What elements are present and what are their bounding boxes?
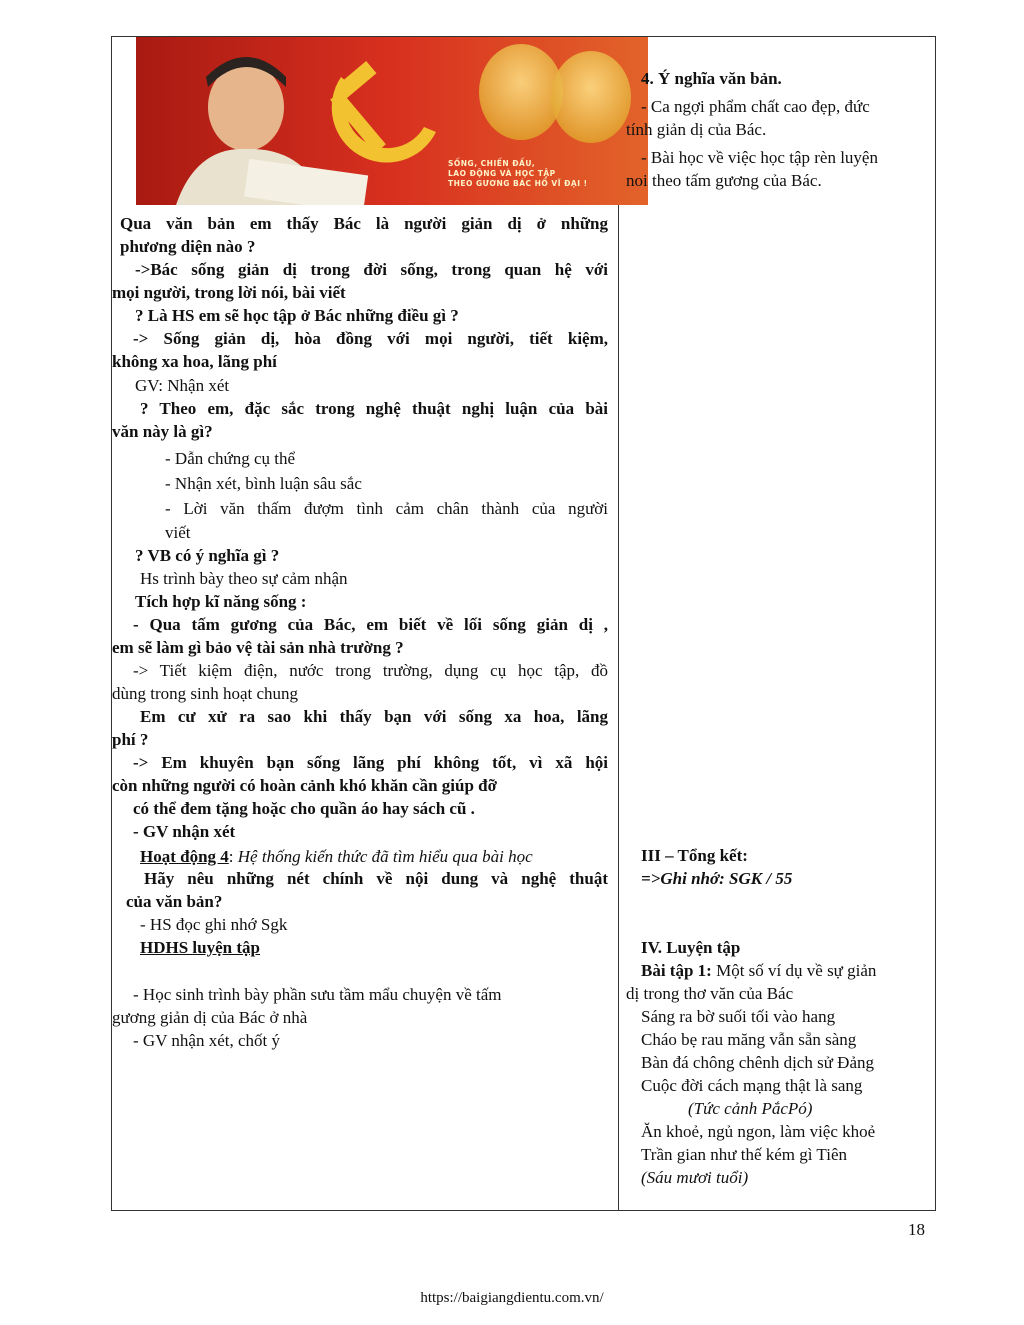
skill-answer-line1: -> Tiết kiệm điện, nước trong trường, dụng cụ học tập, đồ (133, 661, 608, 680)
poem-line3: Bàn đá chông chênh dịch sử Đảng (641, 1053, 874, 1072)
question-5-line2: phí ? (112, 730, 149, 749)
page-number: 18 (908, 1220, 925, 1239)
gv-comment-1: GV: Nhận xét (135, 376, 230, 395)
question-6-line1: Hãy nêu những nét chính về nội dung và nghệ thuật (144, 869, 608, 888)
section-4-point2-line1: - Bài học về việc học tập rèn luyện (641, 148, 878, 167)
poem-line1: Sáng ra bờ suối tối vào hang (641, 1007, 836, 1026)
answer-1-line1: ->Bác sống giản dị trong đời sống, trong quan hệ với (135, 260, 608, 279)
answer-1-line2: mọi người, trong lời nói, bài viết (112, 283, 346, 302)
footer-url[interactable]: https://baigiangdientu.com.vn/ (420, 1290, 604, 1306)
question-4: ? VB có ý nghĩa gì ? (135, 546, 280, 565)
question-1-line2: phương diện nào ? (120, 237, 256, 256)
art-point-3-line1: - Lời văn thấm đượm tình cảm chân thành của người (165, 499, 608, 518)
question-1-line1: Qua văn bản em thấy Bác là người giản dị ở những (120, 214, 608, 233)
skill-title: Tích hợp kĩ năng sống : (135, 592, 307, 611)
skill-question-line2: em sẽ làm gì bảo vệ tài sản nhà trường ? (112, 638, 404, 657)
exercise-1-line2: dị trong thơ văn của Bác (626, 984, 794, 1003)
poem-line6: Trần gian như thế kém gì Tiên (641, 1145, 847, 1164)
art-point-3-line2: viết (165, 523, 191, 542)
answer-5-line3: có thể đem tặng hoặc cho quần áo hay sách cũ . (133, 799, 475, 818)
answer-4: Hs trình bày theo sự cảm nhận (140, 569, 348, 588)
exercise-1-label: Bài tập 1: (641, 961, 712, 980)
activity-4 (140, 845, 533, 868)
banner-image (136, 37, 648, 205)
banner-caption-line1: SỐNG, CHIẾN ĐẤU, (448, 159, 536, 168)
summary-note: =>Ghi nhớ: SGK / 55 (641, 869, 793, 888)
banner-caption-line2: LAO ĐỘNG VÀ HỌC TẬP (448, 169, 556, 178)
question-5-line1: Em cư xử ra sao khi thấy bạn với sống xa hoa, lãng (140, 707, 608, 726)
activity-4-label: Hoạt động 4 (140, 847, 229, 866)
skill-answer-line2: dùng trong sinh hoạt chung (112, 684, 299, 703)
exercise-1-text: Một số ví dụ về sự giản (711, 961, 877, 980)
answer-2-line1: -> Sống giản dị, hòa đồng với mọi người, tiết kiệm, (133, 329, 608, 348)
gv-comment-3: - GV nhận xét, chốt ý (133, 1031, 280, 1050)
poem-line2: Cháo bẹ rau măng vẫn sẵn sàng (641, 1030, 857, 1049)
section-4-point1-line2: tính giản dị của Bác. (626, 120, 767, 139)
poem-source-2: (Sáu mươi tuổi) (641, 1168, 749, 1187)
column-divider (618, 37, 619, 1210)
question-3-line1: ? Theo em, đặc sắc trong nghệ thuật nghị luận của bài (140, 399, 608, 418)
practice-section-title: IV. Luyện tập (641, 938, 741, 957)
skill-question-line1: - Qua tấm gương của Bác, em biết về lối sống giản dị , (133, 615, 608, 634)
section-4-title: 4. Ý nghĩa văn bản. (641, 69, 782, 88)
answer-2-line2: không xa hoa, lãng phí (112, 352, 277, 371)
practice-guide-title: HDHS luyện tập (140, 938, 260, 957)
practice-line2: gương giản dị của Bác ở nhà (112, 1008, 308, 1027)
answer-5-line1: -> Em khuyên bạn sống lãng phí không tốt, vì xã hội (133, 753, 608, 772)
question-6-line2: của văn bản? (126, 892, 223, 911)
gv-comment-2: - GV nhận xét (133, 822, 236, 841)
activity-4-text: Hệ thống kiến thức đã tìm hiểu qua bài học (237, 847, 533, 866)
question-2: ? Là HS em sẽ học tập ở Bác những điều gì ? (135, 306, 459, 325)
poem-source-1: (Tức cảnh PắcPó) (688, 1099, 813, 1118)
section-4-point1-line1: - Ca ngợi phẩm chất cao đẹp, đức (641, 97, 870, 116)
activity-4-colon: : (228, 847, 238, 866)
summary-title: III – Tổng kết: (641, 846, 748, 865)
question-3-line2: văn này là gì? (112, 422, 213, 441)
banner-caption-line3: THEO GƯƠNG BÁC HỒ VĨ ĐẠI ! (448, 179, 588, 188)
practice-line1: - Học sinh trình bày phần sưu tầm mẩu chuyện về tấm (133, 985, 502, 1004)
art-point-1: - Dẫn chứng cụ thể (165, 449, 296, 468)
poem-line4: Cuộc đời cách mạng thật là sang (641, 1076, 863, 1095)
art-point-2: - Nhận xét, bình luận sâu sắc (165, 474, 362, 493)
poem-line5: Ăn khoẻ, ngủ ngon, làm việc khoẻ (641, 1122, 876, 1141)
hs-read-note: - HS đọc ghi nhớ Sgk (140, 915, 288, 934)
answer-5-line2: còn những người có hoàn cảnh khó khăn cần giúp đỡ (112, 776, 498, 795)
section-4-point2-line2: noi theo tấm gương của Bác. (626, 171, 822, 190)
exercise-1-line1 (641, 959, 876, 982)
